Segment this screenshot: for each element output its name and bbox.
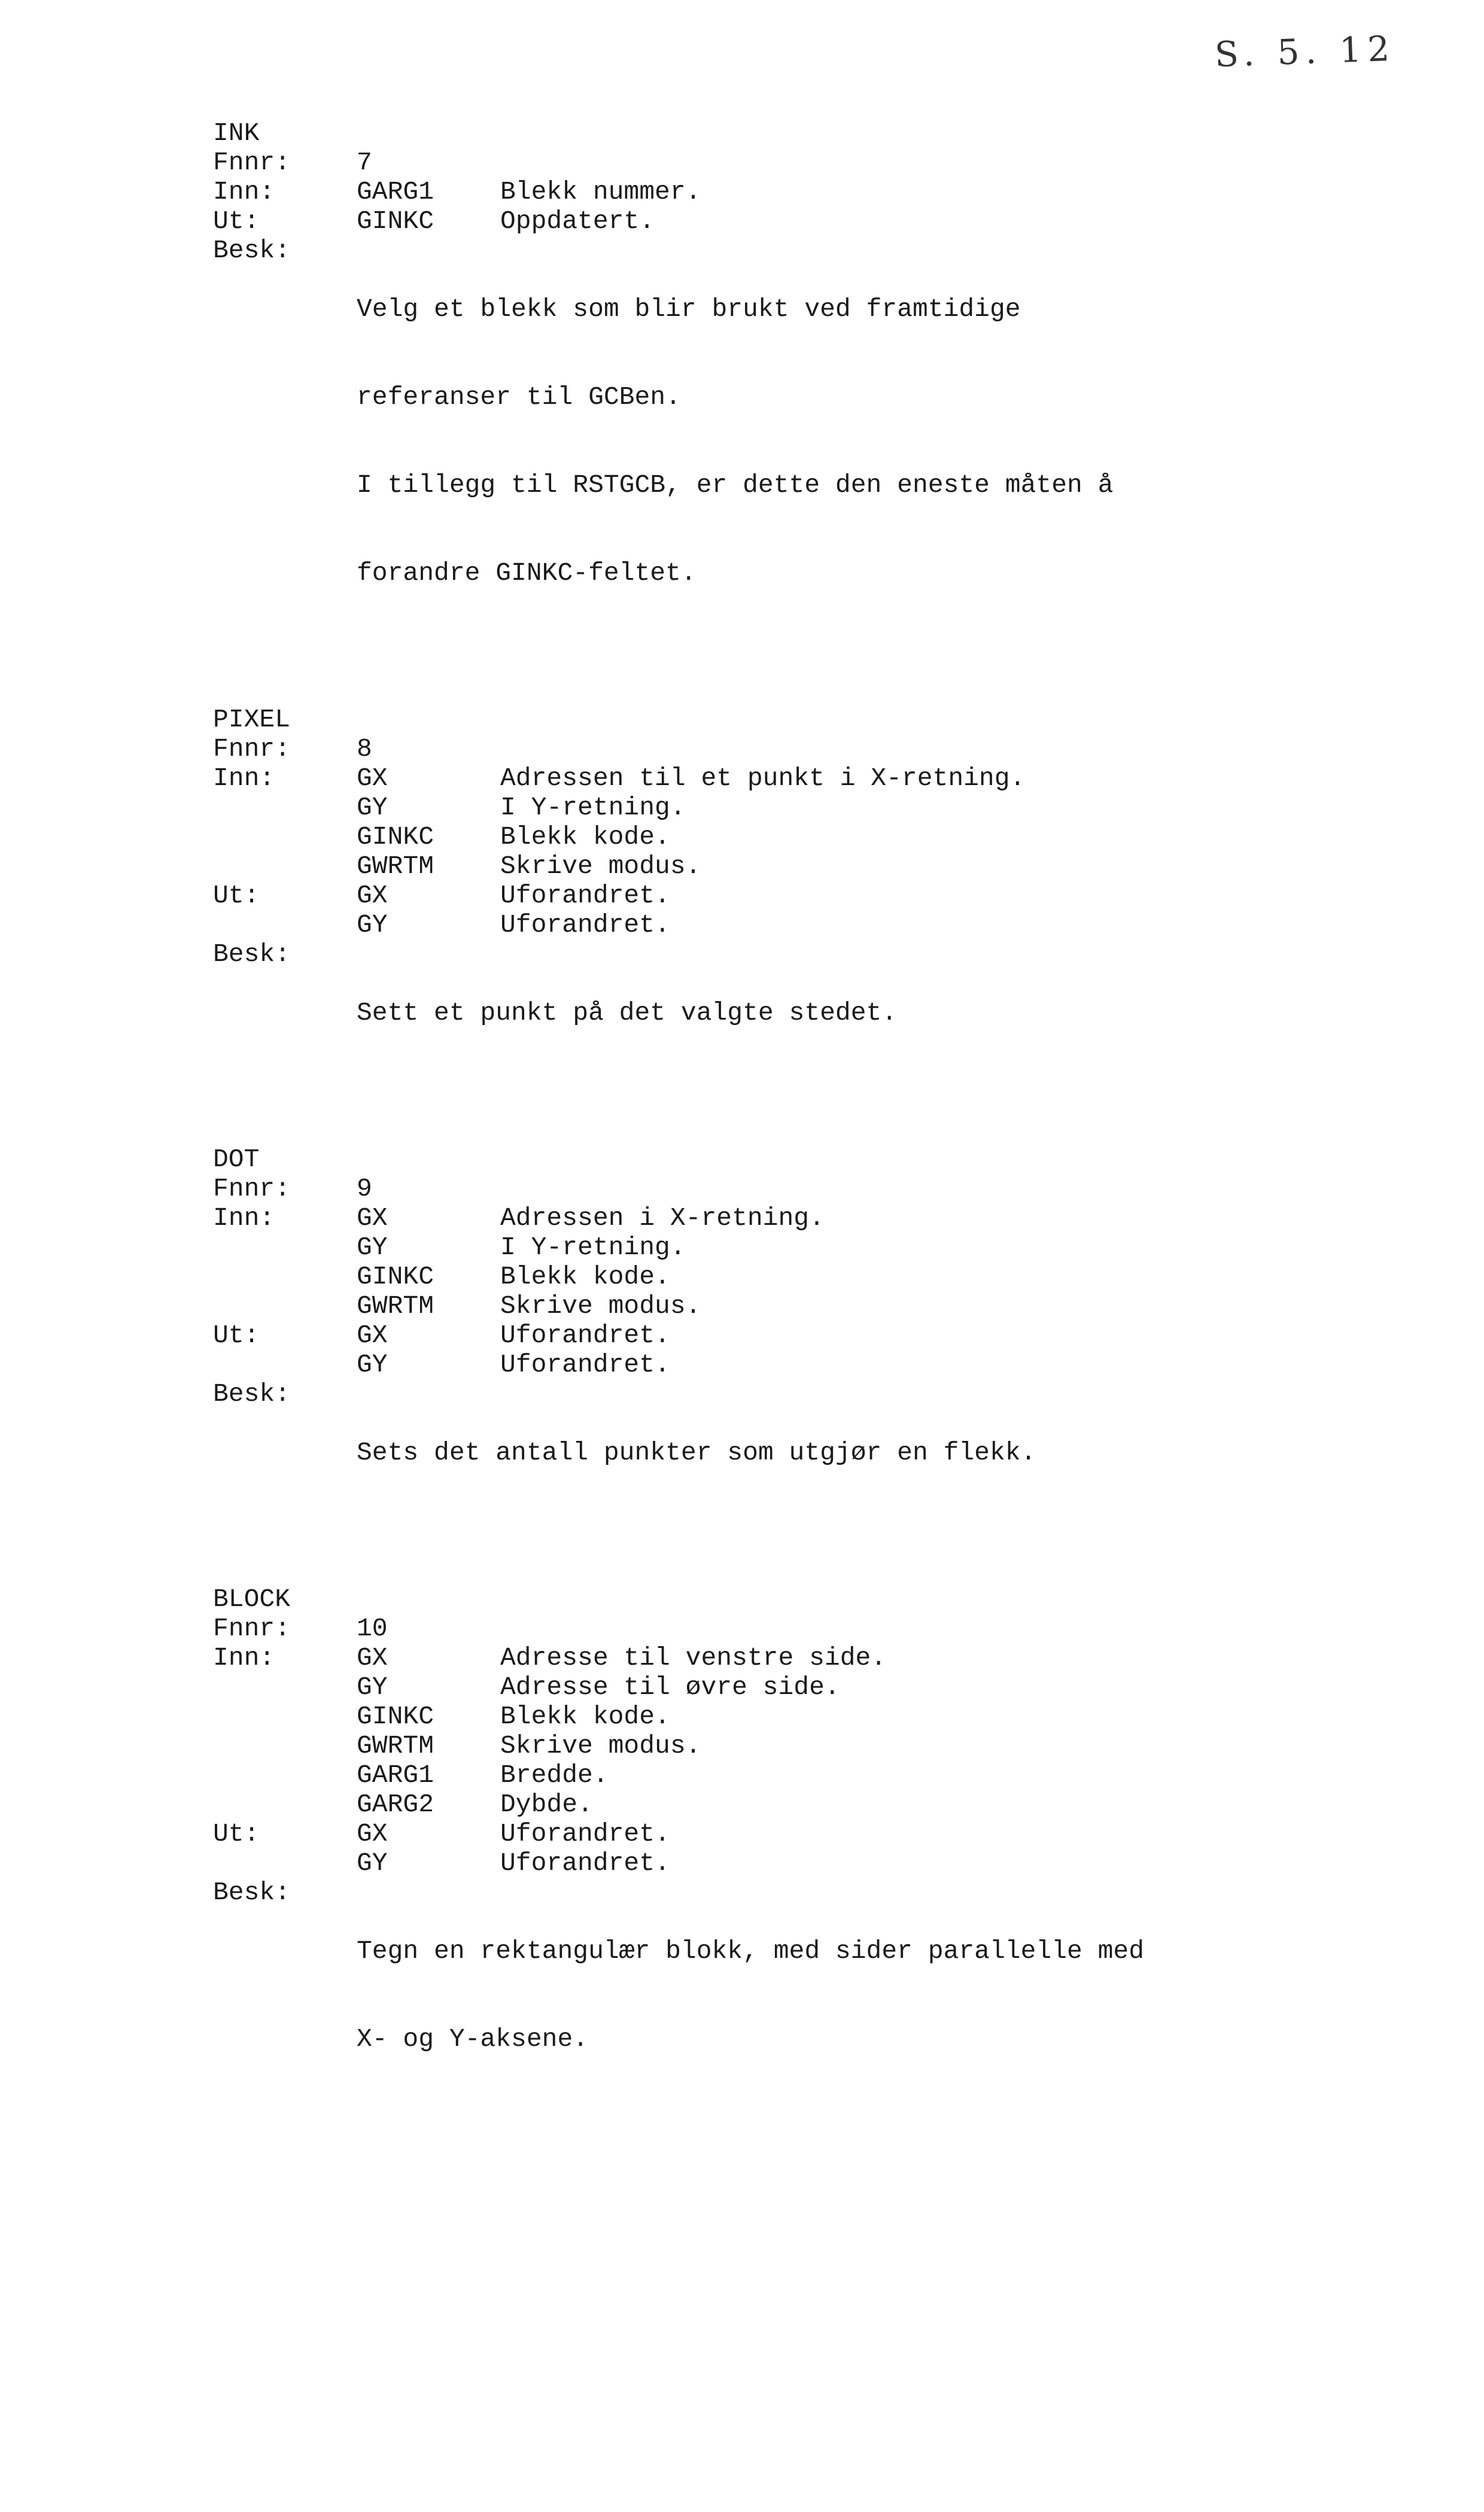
- fnnr-row: [213, 1614, 1326, 1643]
- inn-label: Inn:: [213, 764, 275, 793]
- register-name: GARG2: [357, 1790, 434, 1819]
- besk-line: Velg et blekk som blir brukt ved framtidige: [357, 294, 1021, 324]
- entry-block: [213, 1585, 1326, 2112]
- besk-line: Tegn en rektangulær blokk, med sider parallelle med: [357, 1936, 1145, 1966]
- register-name: GX: [357, 881, 388, 910]
- inn-label: Inn:: [213, 1203, 275, 1233]
- entry-title: INK: [213, 118, 260, 148]
- inn-row: [213, 822, 1326, 851]
- inn-row: [213, 851, 1326, 881]
- besk-line: Sets det antall punkter som utgjør en flekk.: [357, 1438, 1036, 1467]
- fnnr-value: 9: [357, 1174, 372, 1203]
- register-name: GY: [357, 1672, 388, 1702]
- register-description: Uforandret.: [500, 910, 670, 939]
- ut-row: [213, 881, 1326, 910]
- inn-label: Inn:: [213, 1643, 275, 1672]
- ut-label: Ut:: [213, 881, 260, 910]
- ut-row: [213, 206, 1326, 236]
- register-name: GX: [357, 1203, 388, 1233]
- register-name: GWRTM: [357, 1291, 434, 1321]
- register-name: GINKC: [357, 206, 434, 236]
- register-name: GX: [357, 764, 388, 793]
- inn-row: [213, 1262, 1326, 1291]
- besk-label: Besk:: [213, 1878, 291, 1907]
- register-name: GWRTM: [357, 851, 434, 881]
- register-name: GINKC: [357, 1262, 434, 1291]
- ut-row: [213, 1321, 1326, 1350]
- besk-label: Besk:: [213, 939, 291, 969]
- fnnr-row: [213, 148, 1326, 177]
- register-description: Bredde.: [500, 1760, 609, 1790]
- entry-ink: [213, 118, 1326, 646]
- besk-text: [357, 1878, 1326, 2112]
- register-name: GY: [357, 910, 388, 939]
- inn-row: [213, 1702, 1326, 1731]
- besk-label: Besk:: [213, 236, 291, 265]
- inn-row: [213, 1233, 1326, 1262]
- fnnr-row: [213, 1174, 1326, 1203]
- document-body: [213, 118, 1326, 2171]
- besk-line: forandre GINKC-feltet.: [357, 558, 697, 588]
- fnnr-label: Fnnr:: [213, 1174, 291, 1203]
- besk-line: referanser til GCBen.: [357, 382, 681, 412]
- register-name: GARG1: [357, 177, 434, 206]
- register-description: Blekk nummer.: [500, 177, 701, 206]
- register-description: Skrive modus.: [500, 1731, 701, 1760]
- register-description: Adresse til venstre side.: [500, 1643, 887, 1672]
- register-description: Uforandret.: [500, 881, 670, 910]
- inn-label: Inn:: [213, 177, 275, 206]
- register-name: GINKC: [357, 822, 434, 851]
- register-name: GY: [357, 793, 388, 822]
- register-description: Oppdatert.: [500, 206, 655, 236]
- inn-row: [213, 1643, 1326, 1672]
- register-description: Uforandret.: [500, 1848, 670, 1878]
- besk-text: [357, 236, 1326, 646]
- page-number: S. 5. 12: [1214, 28, 1397, 75]
- register-description: Blekk kode.: [500, 1262, 670, 1291]
- inn-row: [213, 177, 1326, 206]
- register-description: Uforandret.: [500, 1819, 670, 1848]
- inn-row: [213, 764, 1326, 793]
- register-name: GY: [357, 1233, 388, 1262]
- ut-label: Ut:: [213, 1321, 260, 1350]
- entry-dot: [213, 1145, 1326, 1526]
- register-description: I Y-retning.: [500, 793, 686, 822]
- ut-row: [213, 910, 1326, 939]
- register-description: Skrive modus.: [500, 1291, 701, 1321]
- fnnr-value: 7: [357, 148, 372, 177]
- register-description: I Y-retning.: [500, 1233, 686, 1262]
- fnnr-value: 8: [357, 734, 372, 764]
- register-description: Blekk kode.: [500, 822, 670, 851]
- register-name: GINKC: [357, 1702, 434, 1731]
- besk-text: [357, 1379, 1326, 1526]
- register-name: GY: [357, 1350, 388, 1379]
- fnnr-value: 10: [357, 1614, 388, 1643]
- inn-row: [213, 1291, 1326, 1321]
- register-description: Uforandret.: [500, 1350, 670, 1379]
- register-description: Skrive modus.: [500, 851, 701, 881]
- register-description: Adresse til øvre side.: [500, 1672, 840, 1702]
- entry-title: PIXEL: [213, 705, 291, 734]
- besk-line: I tillegg til RSTGCB, er dette den eneste måten å: [357, 470, 1114, 500]
- inn-row: [213, 1672, 1326, 1702]
- ut-row: [213, 1819, 1326, 1848]
- register-description: Adressen til et punkt i X-retning.: [500, 764, 1026, 793]
- register-description: Dybde.: [500, 1790, 593, 1819]
- register-description: Adressen i X-retning.: [500, 1203, 825, 1233]
- besk-row: [213, 1379, 1326, 1526]
- besk-label: Besk:: [213, 1379, 291, 1409]
- register-name: GY: [357, 1848, 388, 1878]
- besk-text: [357, 939, 1326, 1086]
- register-name: GARG1: [357, 1760, 434, 1790]
- inn-row: [213, 793, 1326, 822]
- register-name: GX: [357, 1643, 388, 1672]
- inn-row: [213, 1203, 1326, 1233]
- besk-row: [213, 236, 1326, 646]
- register-name: GX: [357, 1321, 388, 1350]
- register-name: GX: [357, 1819, 388, 1848]
- register-name: GWRTM: [357, 1731, 434, 1760]
- register-description: Blekk kode.: [500, 1702, 670, 1731]
- fnnr-label: Fnnr:: [213, 734, 291, 764]
- besk-row: [213, 1878, 1326, 2112]
- fnnr-label: Fnnr:: [213, 148, 291, 177]
- entry-title: DOT: [213, 1145, 260, 1174]
- ut-label: Ut:: [213, 1819, 260, 1848]
- inn-row: [213, 1760, 1326, 1790]
- inn-row: [213, 1731, 1326, 1760]
- ut-row: [213, 1848, 1326, 1878]
- entry-pixel: [213, 705, 1326, 1086]
- entry-title: BLOCK: [213, 1585, 291, 1614]
- fnnr-label: Fnnr:: [213, 1614, 291, 1643]
- besk-line: Sett et punkt på det valgte stedet.: [357, 998, 898, 1027]
- fnnr-row: [213, 734, 1326, 764]
- besk-line: X- og Y-aksene.: [357, 2024, 589, 2054]
- register-description: Uforandret.: [500, 1321, 670, 1350]
- ut-row: [213, 1350, 1326, 1379]
- inn-row: [213, 1790, 1326, 1819]
- besk-row: [213, 939, 1326, 1086]
- ut-label: Ut:: [213, 206, 260, 236]
